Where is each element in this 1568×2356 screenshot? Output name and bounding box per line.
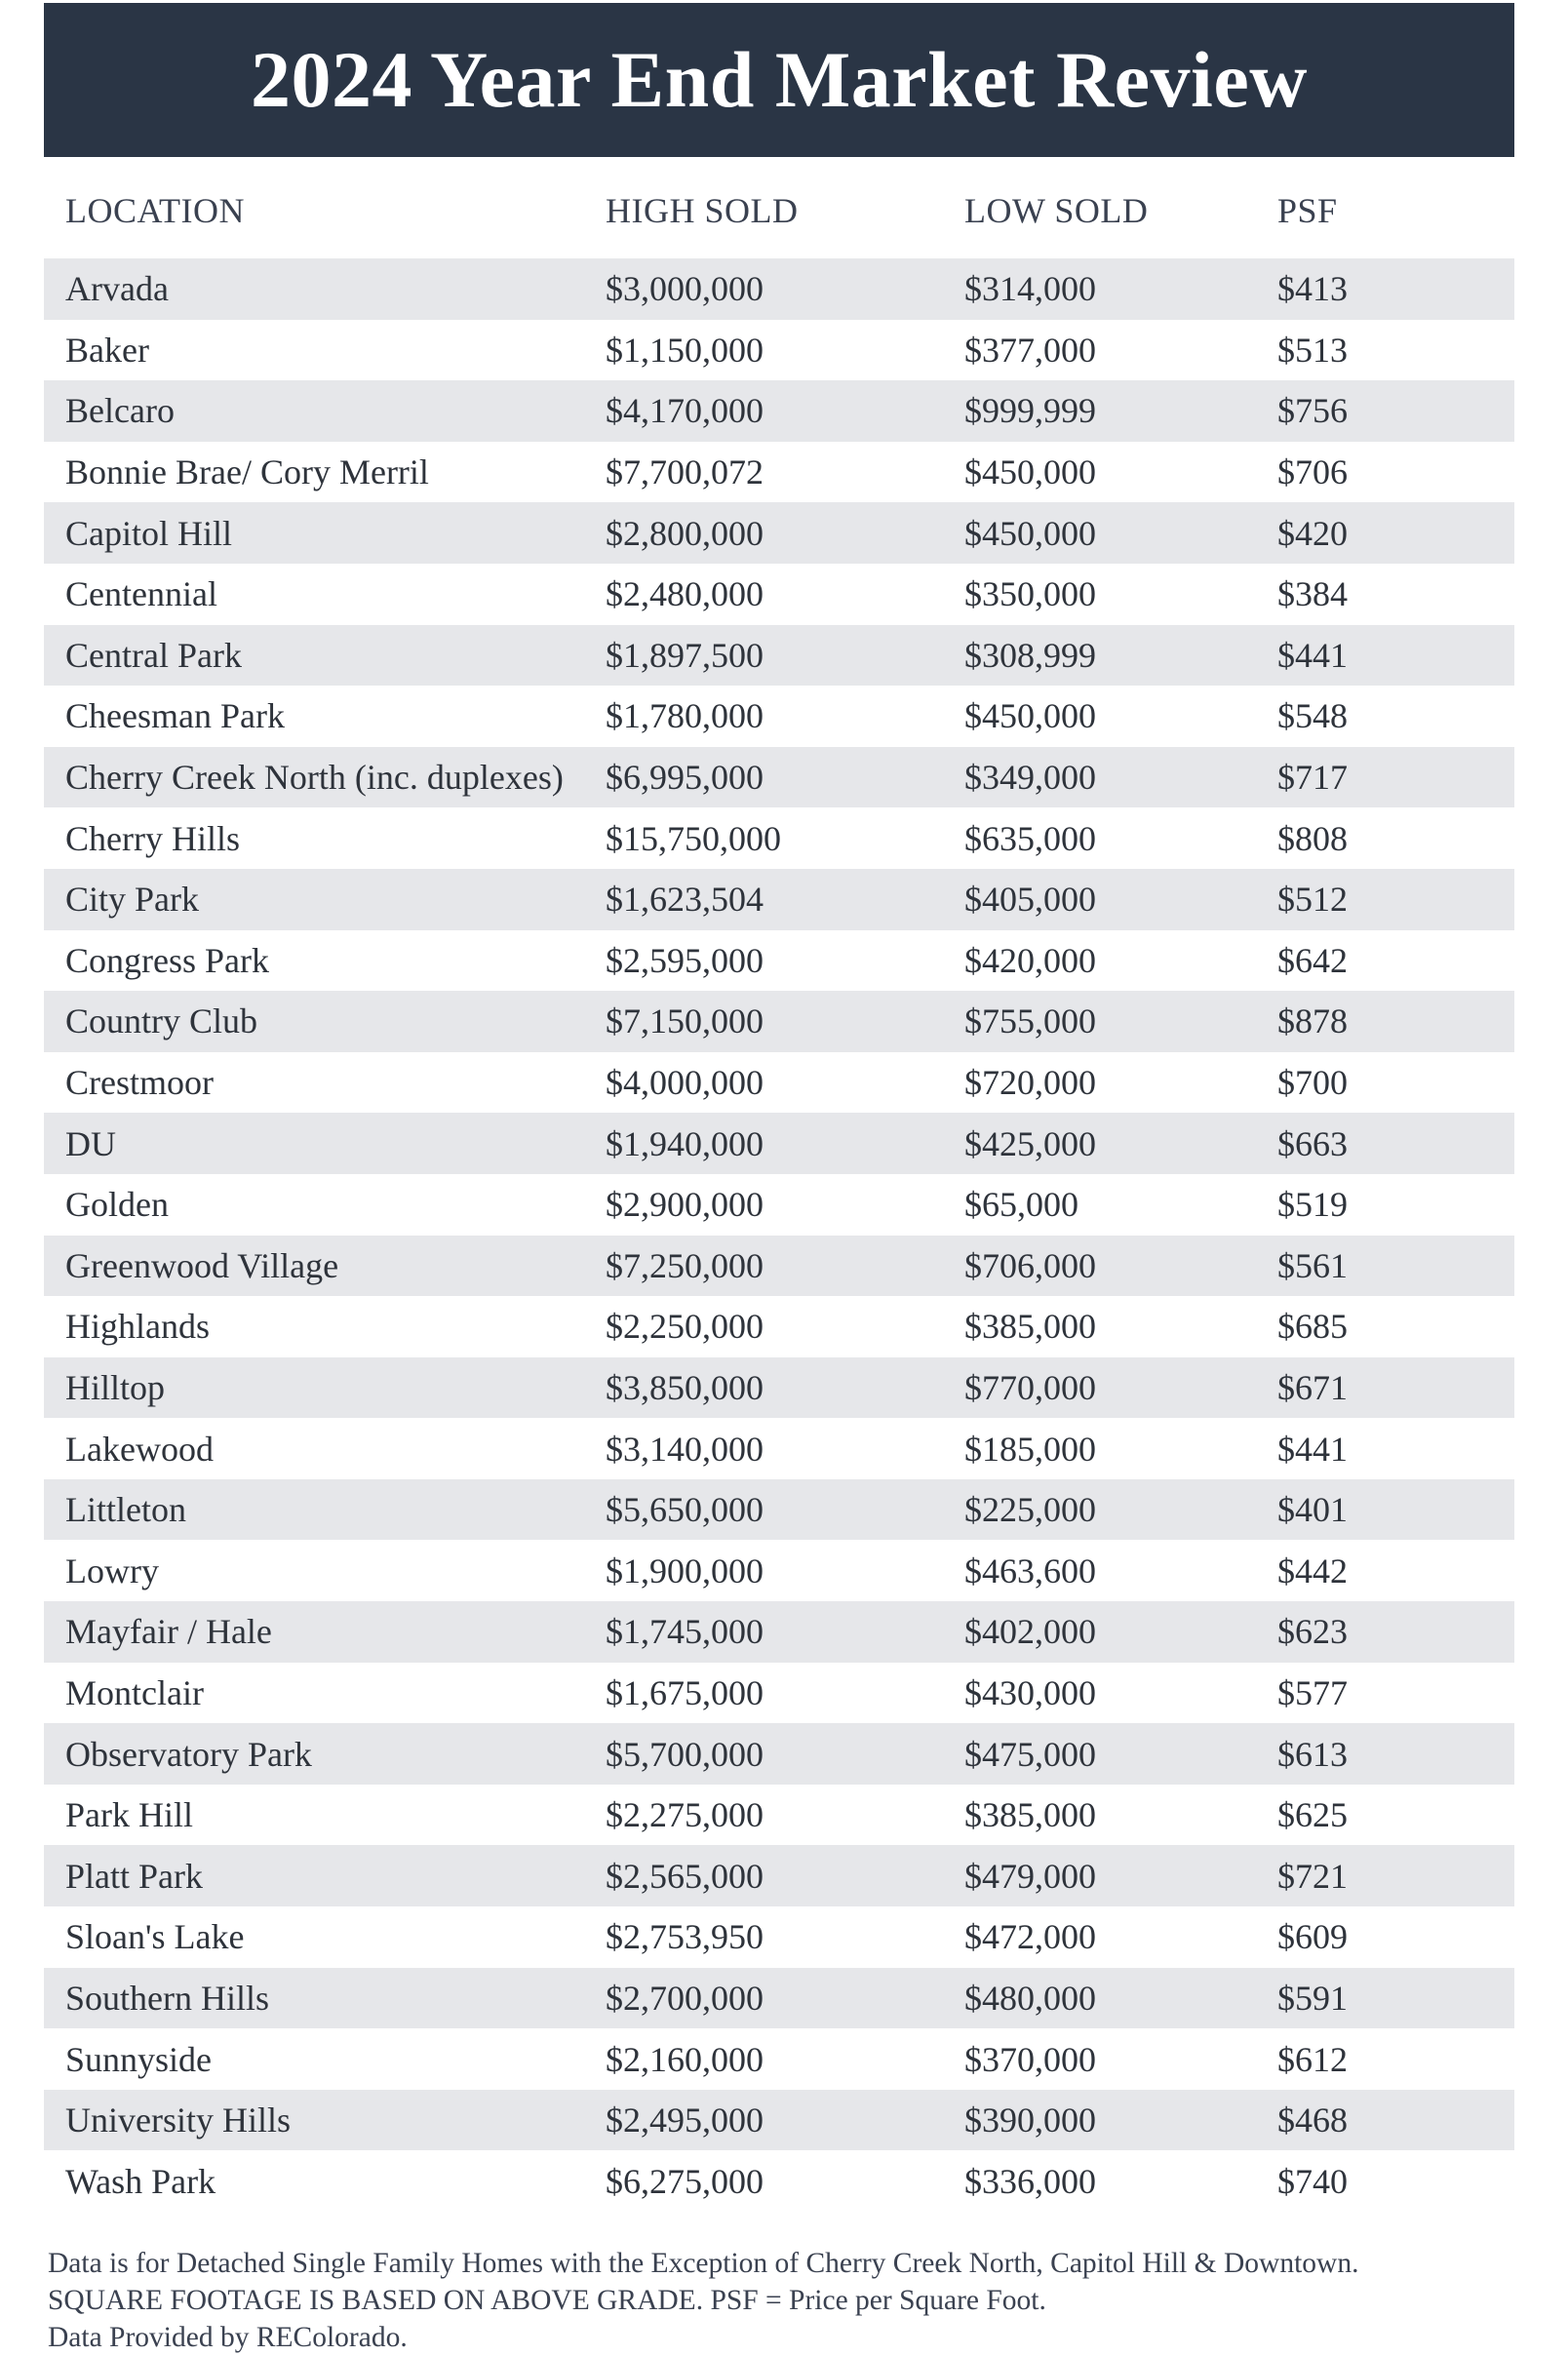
cell-location: Baker bbox=[65, 330, 149, 370]
cell-high-sold: $2,160,000 bbox=[606, 2039, 764, 2079]
cell-high-sold: $2,480,000 bbox=[606, 574, 764, 614]
cell-low-sold: $390,000 bbox=[964, 2101, 1096, 2140]
cell-low-sold: $475,000 bbox=[964, 1734, 1096, 1774]
cell-high-sold: $2,595,000 bbox=[606, 940, 764, 980]
cell-location: DU bbox=[65, 1123, 116, 1163]
cell-low-sold: $472,000 bbox=[964, 1917, 1096, 1957]
table-row bbox=[44, 930, 1514, 992]
table-row bbox=[44, 502, 1514, 564]
table-row bbox=[44, 1968, 1514, 2029]
cell-location: Wash Park bbox=[65, 2161, 216, 2201]
cell-high-sold: $1,940,000 bbox=[606, 1123, 764, 1163]
cell-psf: $642 bbox=[1277, 940, 1348, 980]
cell-low-sold: $385,000 bbox=[964, 1795, 1096, 1835]
cell-psf: $671 bbox=[1277, 1367, 1348, 1407]
cell-psf: $442 bbox=[1277, 1551, 1348, 1590]
footnote-line: Data Provided by REColorado. bbox=[48, 2322, 408, 2353]
cell-low-sold: $314,000 bbox=[964, 269, 1096, 309]
cell-low-sold: $402,000 bbox=[964, 1612, 1096, 1652]
cell-high-sold: $2,900,000 bbox=[606, 1185, 764, 1225]
cell-location: City Park bbox=[65, 880, 200, 920]
cell-psf: $441 bbox=[1277, 1429, 1348, 1469]
cell-high-sold: $1,745,000 bbox=[606, 1612, 764, 1652]
table-row bbox=[44, 564, 1514, 625]
cell-high-sold: $2,700,000 bbox=[606, 1978, 764, 2018]
cell-low-sold: $308,999 bbox=[964, 635, 1096, 675]
cell-psf: $717 bbox=[1277, 758, 1348, 798]
table-row bbox=[44, 991, 1514, 1052]
table-row bbox=[44, 1052, 1514, 1114]
cell-low-sold: $720,000 bbox=[964, 1063, 1096, 1103]
cell-high-sold: $3,850,000 bbox=[606, 1367, 764, 1407]
cell-psf: $591 bbox=[1277, 1978, 1348, 2018]
cell-high-sold: $5,650,000 bbox=[606, 1490, 764, 1530]
cell-low-sold: $463,600 bbox=[964, 1551, 1096, 1590]
cell-psf: $878 bbox=[1277, 1001, 1348, 1041]
cell-high-sold: $2,275,000 bbox=[606, 1795, 764, 1835]
cell-low-sold: $479,000 bbox=[964, 1856, 1096, 1896]
cell-psf: $663 bbox=[1277, 1123, 1348, 1163]
cell-low-sold: $430,000 bbox=[964, 1672, 1096, 1712]
cell-psf: $561 bbox=[1277, 1245, 1348, 1285]
cell-location: Cheesman Park bbox=[65, 696, 285, 736]
table-row bbox=[44, 747, 1514, 808]
cell-psf: $513 bbox=[1277, 330, 1348, 370]
cell-psf: $756 bbox=[1277, 391, 1348, 431]
table-row bbox=[44, 869, 1514, 930]
cell-high-sold: $2,753,950 bbox=[606, 1917, 764, 1957]
cell-high-sold: $6,275,000 bbox=[606, 2161, 764, 2201]
cell-psf: $413 bbox=[1277, 269, 1348, 309]
cell-location: Southern Hills bbox=[65, 1978, 270, 2018]
cell-psf: $512 bbox=[1277, 880, 1348, 920]
header-high-sold: HIGH SOLD bbox=[606, 191, 799, 230]
cell-psf: $609 bbox=[1277, 1917, 1348, 1957]
cell-location: Cherry Hills bbox=[65, 818, 240, 858]
cell-low-sold: $370,000 bbox=[964, 2039, 1096, 2079]
cell-high-sold: $7,150,000 bbox=[606, 1001, 764, 1041]
cell-location: Central Park bbox=[65, 635, 242, 675]
page-title: 2024 Year End Market Review bbox=[251, 35, 1308, 124]
table-row bbox=[44, 625, 1514, 687]
cell-psf: $384 bbox=[1277, 574, 1348, 614]
cell-location: Congress Park bbox=[65, 940, 269, 980]
cell-psf: $623 bbox=[1277, 1612, 1348, 1652]
cell-high-sold: $1,623,504 bbox=[606, 880, 764, 920]
cell-low-sold: $385,000 bbox=[964, 1307, 1096, 1347]
table-row bbox=[44, 442, 1514, 503]
cell-psf: $740 bbox=[1277, 2161, 1348, 2201]
table-body bbox=[44, 258, 1514, 2212]
cell-psf: $808 bbox=[1277, 818, 1348, 858]
cell-low-sold: $480,000 bbox=[964, 1978, 1096, 2018]
cell-low-sold: $349,000 bbox=[964, 758, 1096, 798]
cell-location: Lakewood bbox=[65, 1429, 214, 1469]
cell-low-sold: $635,000 bbox=[964, 818, 1096, 858]
cell-location: Belcaro bbox=[65, 391, 175, 431]
cell-high-sold: $2,565,000 bbox=[606, 1856, 764, 1896]
cell-psf: $625 bbox=[1277, 1795, 1348, 1835]
cell-location: Observatory Park bbox=[65, 1734, 312, 1774]
table-row bbox=[44, 1418, 1514, 1479]
table-row bbox=[44, 1296, 1514, 1357]
cell-location: Capitol Hill bbox=[65, 513, 232, 553]
cell-location: Country Club bbox=[65, 1001, 258, 1041]
cell-low-sold: $225,000 bbox=[964, 1490, 1096, 1530]
cell-location: Mayfair / Hale bbox=[65, 1612, 272, 1652]
cell-high-sold: $7,700,072 bbox=[606, 452, 764, 492]
table-row bbox=[44, 1601, 1514, 1663]
cell-low-sold: $350,000 bbox=[964, 574, 1096, 614]
cell-location: Arvada bbox=[65, 269, 169, 309]
cell-high-sold: $3,000,000 bbox=[606, 269, 764, 309]
cell-low-sold: $185,000 bbox=[964, 1429, 1096, 1469]
table-row bbox=[44, 686, 1514, 747]
table-row bbox=[44, 380, 1514, 442]
cell-high-sold: $3,140,000 bbox=[606, 1429, 764, 1469]
table-row bbox=[44, 2028, 1514, 2090]
table-row bbox=[44, 1845, 1514, 1906]
cell-location: Park Hill bbox=[65, 1795, 193, 1835]
table-row bbox=[44, 2090, 1514, 2151]
cell-high-sold: $1,780,000 bbox=[606, 696, 764, 736]
cell-low-sold: $405,000 bbox=[964, 880, 1096, 920]
table-row bbox=[44, 807, 1514, 869]
cell-high-sold: $1,900,000 bbox=[606, 1551, 764, 1590]
table-row bbox=[44, 1236, 1514, 1297]
table-row bbox=[44, 1174, 1514, 1236]
cell-psf: $706 bbox=[1277, 452, 1348, 492]
cell-psf: $519 bbox=[1277, 1185, 1348, 1225]
cell-low-sold: $706,000 bbox=[964, 1245, 1096, 1285]
table-row bbox=[44, 1113, 1514, 1174]
market-table bbox=[44, 180, 1514, 2212]
header-low-sold: LOW SOLD bbox=[964, 191, 1149, 230]
cell-location: Lowry bbox=[65, 1551, 159, 1590]
cell-psf: $468 bbox=[1277, 2101, 1348, 2140]
cell-psf: $700 bbox=[1277, 1063, 1348, 1103]
cell-low-sold: $755,000 bbox=[964, 1001, 1096, 1041]
cell-location: Centennial bbox=[65, 574, 217, 614]
table-row bbox=[44, 1785, 1514, 1846]
cell-low-sold: $425,000 bbox=[964, 1123, 1096, 1163]
cell-high-sold: $4,000,000 bbox=[606, 1063, 764, 1103]
header-psf: PSF bbox=[1277, 191, 1338, 230]
cell-location: Sunnyside bbox=[65, 2039, 213, 2079]
table-row bbox=[44, 1479, 1514, 1541]
cell-low-sold: $377,000 bbox=[964, 330, 1096, 370]
cell-location: Cherry Creek North (inc. duplexes) bbox=[65, 758, 564, 798]
cell-location: Greenwood Village bbox=[65, 1245, 339, 1285]
cell-low-sold: $420,000 bbox=[964, 940, 1096, 980]
cell-location: Bonnie Brae/ Cory Merril bbox=[65, 452, 429, 492]
cell-low-sold: $336,000 bbox=[964, 2161, 1096, 2201]
cell-high-sold: $1,675,000 bbox=[606, 1672, 764, 1712]
cell-location: Crestmoor bbox=[65, 1063, 214, 1103]
table-row bbox=[44, 1906, 1514, 1968]
table-row bbox=[44, 1663, 1514, 1724]
cell-high-sold: $1,897,500 bbox=[606, 635, 764, 675]
table-row bbox=[44, 320, 1514, 381]
cell-psf: $685 bbox=[1277, 1307, 1348, 1347]
title-banner bbox=[44, 3, 1514, 157]
cell-psf: $548 bbox=[1277, 696, 1348, 736]
cell-high-sold: $4,170,000 bbox=[606, 391, 764, 431]
cell-location: Montclair bbox=[65, 1672, 204, 1712]
table-row bbox=[44, 258, 1514, 320]
cell-location: Highlands bbox=[65, 1307, 210, 1347]
table-row bbox=[44, 1723, 1514, 1785]
cell-low-sold: $999,999 bbox=[964, 391, 1096, 431]
cell-high-sold: $7,250,000 bbox=[606, 1245, 764, 1285]
cell-psf: $613 bbox=[1277, 1734, 1348, 1774]
cell-psf: $612 bbox=[1277, 2039, 1348, 2079]
cell-high-sold: $6,995,000 bbox=[606, 758, 764, 798]
cell-high-sold: $2,800,000 bbox=[606, 513, 764, 553]
cell-low-sold: $450,000 bbox=[964, 513, 1096, 553]
cell-psf: $441 bbox=[1277, 635, 1348, 675]
cell-high-sold: $1,150,000 bbox=[606, 330, 764, 370]
table-row bbox=[44, 1357, 1514, 1419]
cell-high-sold: $2,495,000 bbox=[606, 2101, 764, 2140]
table-row bbox=[44, 1540, 1514, 1601]
cell-psf: $721 bbox=[1277, 1856, 1348, 1896]
cell-high-sold: $15,750,000 bbox=[606, 818, 781, 858]
footnote-line: Data is for Detached Single Family Homes with the Exception of Cherry Creek North, Capitol Hill & Downtown. bbox=[48, 2248, 1359, 2279]
cell-low-sold: $450,000 bbox=[964, 452, 1096, 492]
cell-psf: $401 bbox=[1277, 1490, 1348, 1530]
table-row bbox=[44, 2150, 1514, 2212]
cell-location: Sloan's Lake bbox=[65, 1917, 245, 1957]
footnote-line: SQUARE FOOTAGE IS BASED ON ABOVE GRADE. PSF = Price per Square Foot. bbox=[48, 2285, 1046, 2316]
cell-psf: $420 bbox=[1277, 513, 1348, 553]
cell-location: Platt Park bbox=[65, 1856, 203, 1896]
cell-low-sold: $770,000 bbox=[964, 1367, 1096, 1407]
header-location: LOCATION bbox=[65, 191, 245, 230]
cell-high-sold: $5,700,000 bbox=[606, 1734, 764, 1774]
cell-location: Hilltop bbox=[65, 1367, 166, 1407]
cell-psf: $577 bbox=[1277, 1672, 1348, 1712]
cell-location: Golden bbox=[65, 1185, 169, 1225]
cell-location: Littleton bbox=[65, 1490, 186, 1530]
cell-low-sold: $450,000 bbox=[964, 696, 1096, 736]
cell-low-sold: $65,000 bbox=[964, 1185, 1078, 1225]
table-header bbox=[44, 180, 1514, 241]
cell-location: University Hills bbox=[65, 2101, 291, 2140]
cell-high-sold: $2,250,000 bbox=[606, 1307, 764, 1347]
footnotes bbox=[48, 2245, 1530, 2356]
